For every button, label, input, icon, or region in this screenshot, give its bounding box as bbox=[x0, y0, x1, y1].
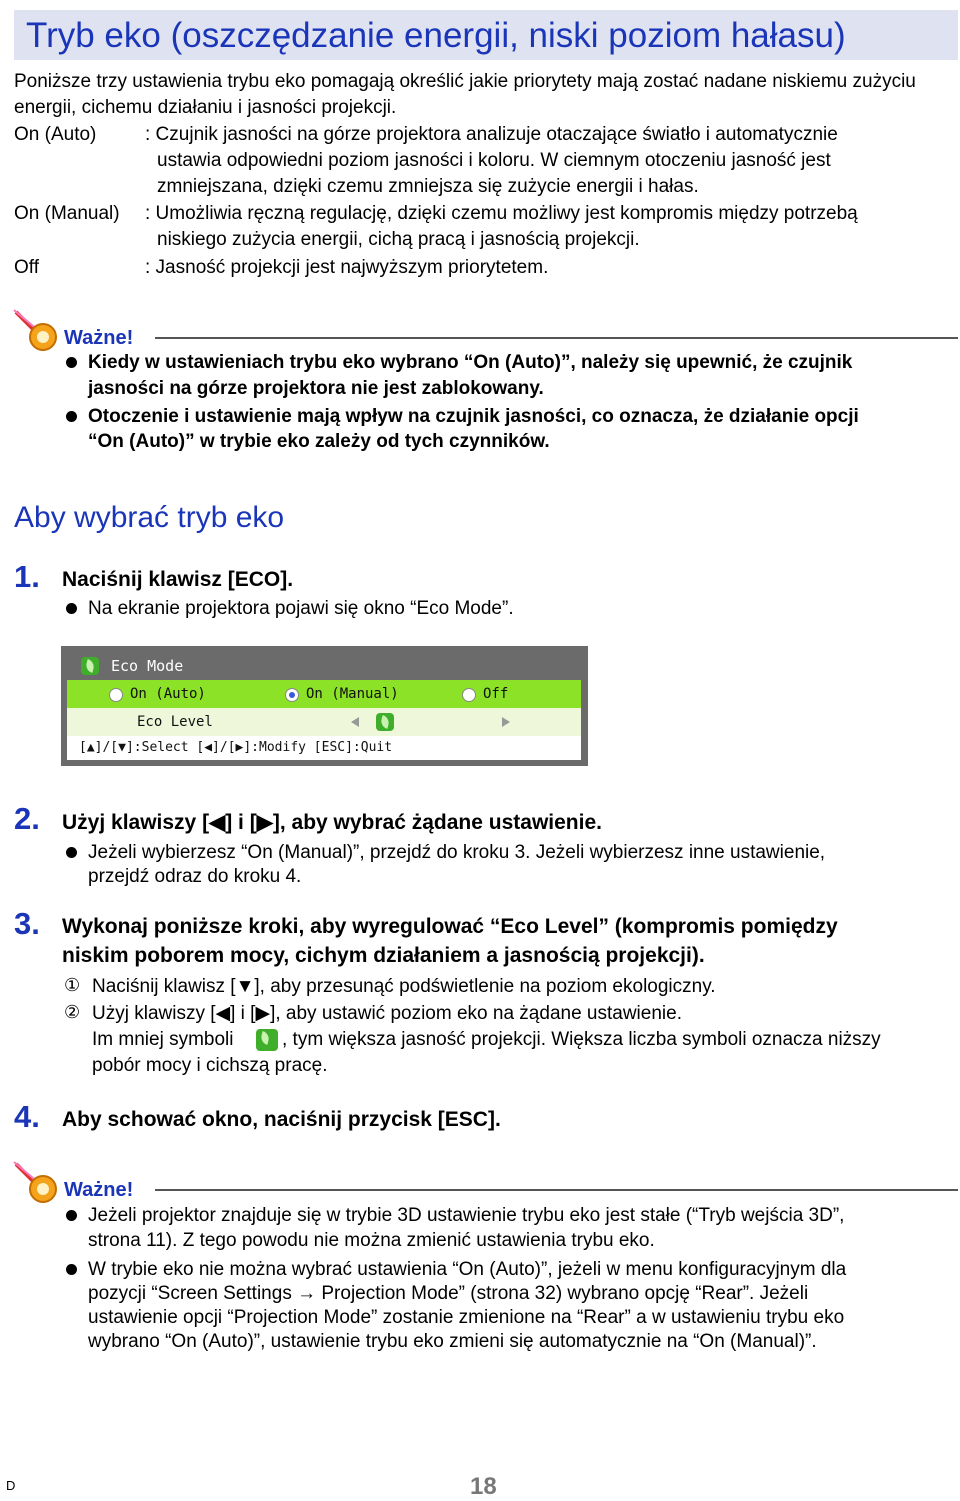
step3-title-line1: Wykonaj poniższe kroki, aby wyregulować “Eco Level” (kompromis pomiędzy bbox=[62, 915, 838, 938]
important1-item1-line2: jasności na górze projektora nie jest zablokowany. bbox=[88, 378, 544, 399]
page-title: Tryb eko (oszczędzanie energii, niski poziom hałasu) bbox=[26, 16, 846, 55]
eco-window-title: Eco Mode bbox=[111, 657, 184, 675]
eco-leaf-icon bbox=[81, 657, 99, 675]
eco-level-row[interactable] bbox=[67, 708, 581, 736]
radio-off[interactable] bbox=[462, 688, 476, 702]
step3-number: 3. bbox=[14, 906, 40, 941]
important-label: Ważne! bbox=[64, 1179, 134, 1201]
step2-bullet-line2: przejdź odraz do kroku 4. bbox=[88, 866, 302, 887]
setting-desc-auto-2: ustawia odpowiedni poziom jasności i koloru. W ciemnym otoczeniu jasność jest bbox=[157, 150, 831, 171]
option-on-auto[interactable]: On (Auto) bbox=[130, 686, 206, 702]
important1-item2-line2: “On (Auto)” w trybie eko zależy od tych czynników. bbox=[88, 431, 550, 452]
right-arrow-icon[interactable] bbox=[500, 716, 512, 728]
important-label: Ważne! bbox=[64, 327, 134, 349]
bullet bbox=[66, 357, 77, 368]
page-number: 18 bbox=[470, 1473, 497, 1500]
important-pin-icon bbox=[12, 1158, 62, 1204]
radio-on-manual[interactable] bbox=[285, 688, 299, 702]
eco-options-row bbox=[67, 680, 581, 708]
setting-desc-auto-1: : Czujnik jasności na górze projektora analizuje otaczające światło i automatycznie bbox=[145, 124, 838, 145]
important2-item1-line1: Jeżeli projektor znajduje się w trybie 3D ustawienie trybu eko jest stałe (“Tryb wejścia 3D”, bbox=[88, 1205, 845, 1226]
setting-term-auto: On (Auto) bbox=[14, 124, 97, 145]
step4-number: 4. bbox=[14, 1099, 40, 1134]
eco-footer-text: [▲]/[▼]:Select [◀]/[▶]:Modify [ESC]:Quit bbox=[79, 740, 393, 755]
eco-level-leaf-icon bbox=[376, 713, 394, 731]
radio-on-auto[interactable] bbox=[109, 688, 123, 702]
setting-desc-manual-1: : Umożliwia ręczną regulację, dzięki czemu możliwy jest kompromis między potrzebą bbox=[145, 203, 858, 224]
important-rule bbox=[155, 337, 958, 339]
intro-text: Poniższe trzy ustawienia trybu eko pomagają określić jakie priorytety mają zostać nadane niskiemu zużyciu energii, cichemu działaniu i jasności projekcji. bbox=[14, 71, 916, 118]
bullet bbox=[66, 411, 77, 422]
important2-item2-line2: pozycji “Screen Settings → Projection Mode” (strona 32) wybrano opcję “Rear”. Jeżeli bbox=[88, 1283, 809, 1304]
substep-note-line2: pobór mocy i cichszą pracę. bbox=[92, 1055, 328, 1076]
important1-item2-line1: Otoczenie i ustawienie mają wpływ na czujnik jasności, co oznacza, że działanie opcji bbox=[88, 406, 859, 427]
important1-item1-line1: Kiedy w ustawieniach trybu eko wybrano “On (Auto)”, należy się upewnić, że czujnik bbox=[88, 352, 853, 373]
substep-note-pre: Im mniej symboli bbox=[92, 1029, 234, 1050]
eco-leaf-icon bbox=[256, 1029, 278, 1051]
setting-term-manual: On (Manual) bbox=[14, 203, 120, 224]
setting-desc-manual-2: niskiego zużycia energii, cichą pracą i jasnością projekcji. bbox=[157, 229, 640, 250]
setting-desc-off: : Jasność projekcji jest najwyższym priorytetem. bbox=[145, 257, 549, 278]
substep2-text: Użyj klawiszy [◀] i [▶], aby ustawić poziom eko na żądane ustawienie. bbox=[92, 1003, 682, 1024]
option-off[interactable]: Off bbox=[483, 686, 509, 702]
eco-footer bbox=[67, 736, 581, 760]
step3-title-line2: niskim poborem mocy, cichym działaniem a jasnością projekcji). bbox=[62, 944, 705, 967]
eco-mode-window bbox=[61, 646, 588, 766]
important2-item1-line2: strona 11). Z tego powodu nie można zmienić ustawienia trybu eko. bbox=[88, 1230, 655, 1251]
substep2-mark: ② bbox=[64, 1002, 81, 1022]
step2-bullet-line1: Jeżeli wybierzesz “On (Manual)”, przejdź do kroku 3. Jeżeli wybierzesz inne ustawienie, bbox=[88, 842, 826, 863]
bullet bbox=[66, 1210, 77, 1221]
section-heading: Aby wybrać tryb eko bbox=[14, 501, 285, 534]
bullet bbox=[66, 1264, 77, 1275]
substep1-mark: ① bbox=[64, 975, 81, 995]
left-arrow-icon[interactable] bbox=[349, 716, 361, 728]
important2-item2-line1: W trybie eko nie można wybrać ustawienia “On (Auto)”, jeżeli w menu konfiguracyjnym dla bbox=[88, 1259, 847, 1280]
important2-item2-line3: ustawienie opcji “Projection Mode” zostanie zmienione na “Rear” a w ustawieniu trybu eko bbox=[88, 1307, 845, 1328]
substep-note-post: , tym większa jasność projekcji. Większa liczba symboli oznacza niższy bbox=[282, 1029, 881, 1050]
bullet bbox=[66, 847, 77, 858]
step2-title: Użyj klawiszy [◀] i [▶], aby wybrać żądane ustawienie. bbox=[62, 811, 602, 834]
eco-level-label: Eco Level bbox=[137, 714, 213, 730]
important2-item2-line4: wybrano “On (Auto)”, ustawienie trybu eko zmieni się automatycznie na “On (Manual)”. bbox=[88, 1331, 817, 1352]
step1-number: 1. bbox=[14, 559, 40, 594]
eco-window-titlebar bbox=[67, 652, 581, 680]
important-pin-icon bbox=[12, 306, 62, 352]
bullet bbox=[66, 603, 77, 614]
setting-desc-auto-3: zmniejszana, dzięki czemu zmniejsza się zużycie energii i hałas. bbox=[157, 176, 699, 197]
step1-bullet: Na ekranie projektora pojawi się okno “Eco Mode”. bbox=[88, 598, 514, 619]
step4-title: Aby schować okno, naciśnij przycisk [ESC]. bbox=[62, 1108, 501, 1131]
corner-letter: D bbox=[6, 1478, 16, 1493]
substep1-text: Naciśnij klawisz [▼], aby przesunąć podświetlenie na poziom ekologiczny. bbox=[92, 976, 716, 997]
title-bar bbox=[14, 10, 958, 60]
step2-number: 2. bbox=[14, 801, 40, 836]
step1-title: Naciśnij klawisz [ECO]. bbox=[62, 568, 294, 591]
setting-term-off: Off bbox=[14, 257, 39, 278]
option-on-manual[interactable]: On (Manual) bbox=[306, 686, 399, 702]
important-rule bbox=[155, 1189, 958, 1191]
